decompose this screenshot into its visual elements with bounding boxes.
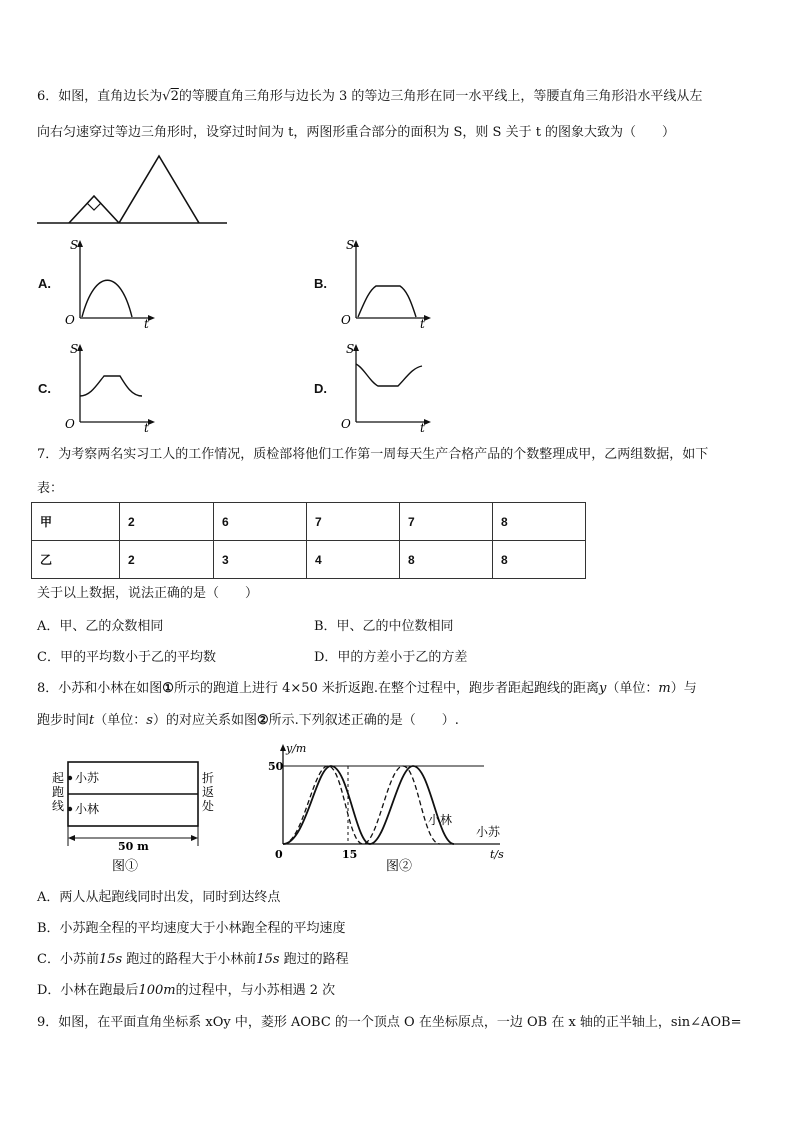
q8-text: ）与 (670, 681, 697, 696)
table-row (32, 541, 586, 579)
q6-option-d-label[interactable]: D. (314, 381, 327, 396)
table-cell: 8 (493, 541, 586, 579)
sqrt-radicand: 2 (170, 89, 179, 104)
q7-question: 关于以上数据，说法正确的是（ ） (37, 586, 259, 601)
math-15s: 15s (98, 952, 123, 967)
s-axis-label: S (346, 342, 355, 356)
q8-distance-time-graph (268, 740, 508, 876)
q7-choice-d[interactable]: D．甲的方差小于乙的方差 (314, 650, 468, 665)
q7-line-1: 7．为考察两名实习工人的工作情况，质检部将他们工作第一周每天生产合格产品的个数整理成甲，乙两组数据，如下 (37, 447, 709, 462)
t-axis-label: t (144, 317, 149, 328)
q6-line-1 (37, 88, 702, 106)
q6-triangles-figure (37, 152, 229, 228)
table-cell: 7 (400, 503, 493, 541)
q6-text-b: 的等腰直角三角形与边长为 3 的等边三角形在同一水平线上，等腰直角三角形沿水平线从左 (178, 89, 703, 104)
q8-line-1 (37, 680, 697, 698)
y-axis-label: y/m (286, 742, 307, 755)
q8-text: 8．小苏和小林在如图 (37, 681, 163, 696)
origin-label: O (65, 417, 75, 431)
table-cell: 甲 (32, 503, 120, 541)
origin-label: 0 (275, 848, 283, 861)
q8-line-2 (37, 712, 459, 730)
y-tick-50: 50 (268, 760, 284, 773)
origin-label: O (341, 417, 351, 431)
q7-choice-a[interactable]: A．甲、乙的众数相同 (37, 619, 164, 634)
table-row (32, 503, 586, 541)
table-cell: 4 (307, 541, 400, 579)
origin-label: O (341, 313, 351, 327)
x-axis-label: t/s (490, 848, 504, 861)
sqrt-symbol: √ (162, 89, 171, 104)
figure-1-caption: 图① (112, 859, 139, 874)
equilateral-triangle (119, 156, 199, 223)
q6-option-b-label[interactable]: B. (314, 276, 327, 291)
table-cell: 7 (307, 503, 400, 541)
unit-m: m (658, 681, 671, 696)
q8-text: 所示的跑道上进行 4×50 米折返跑.在整个过程中，跑步者距起跑线的距离 (173, 681, 600, 696)
q6-option-d-graph[interactable] (336, 342, 436, 432)
table-cell: 乙 (32, 541, 120, 579)
q8-text: （单位： (94, 713, 147, 728)
curve-su-label: 小苏 (476, 825, 501, 839)
q8-choice-c[interactable] (37, 951, 349, 969)
choice-text: C．小苏前 (37, 952, 99, 967)
q6-option-a-graph[interactable] (60, 238, 160, 328)
q7-choice-c[interactable]: C．甲的平均数小于乙的平均数 (37, 650, 216, 665)
t-axis-label: t (420, 317, 425, 328)
origin-label: O (65, 313, 75, 327)
start-line-label: 跑 (52, 785, 65, 799)
s-axis-label: S (70, 238, 79, 252)
runner-lin-label: 小林 (75, 802, 100, 816)
table-cell: 6 (214, 503, 307, 541)
start-line-label: 线 (52, 799, 65, 813)
choice-text: 的过程中，与小苏相遇 2 次 (175, 983, 336, 998)
choice-text: 跑过的路程 (279, 952, 349, 967)
q8-text: （单位： (606, 681, 659, 696)
curve-lin-label: 小林 (428, 813, 453, 827)
q8-text: 所示.下列叙述正确的是（ ）. (268, 713, 459, 728)
q8-track-figure (48, 752, 248, 876)
q8-choice-d[interactable] (37, 982, 335, 1000)
table-cell: 2 (120, 503, 214, 541)
var-t: t (89, 713, 95, 728)
track-length-label: 50 m (118, 840, 149, 853)
q6-option-a-label[interactable]: A. (38, 276, 51, 291)
math-15s: 15s (256, 952, 280, 967)
x-tick-15: 15 (342, 848, 358, 861)
q6-option-c-graph[interactable] (60, 342, 160, 432)
unit-s: s (146, 713, 153, 728)
table-cell: 2 (120, 541, 214, 579)
q8-text: 跑步时间 (37, 713, 90, 728)
q8-choice-b[interactable]: B．小苏跑全程的平均速度大于小林跑全程的平均速度 (37, 921, 346, 936)
turn-point-label: 返 (202, 785, 215, 799)
q7-choice-b[interactable]: B．甲、乙的中位数相同 (314, 619, 454, 634)
var-y: y (599, 681, 607, 696)
table-cell: 8 (493, 503, 586, 541)
q6-line-2: 向右匀速穿过等边三角形时，设穿过时间为 t，两图形重合部分的面积为 S，则 S 关于 t 的图象大致为（ ） (37, 125, 676, 140)
turn-point-label: 处 (202, 799, 215, 813)
choice-text: D．小林在跑最后 (37, 983, 139, 998)
q9-line-1: 9．如图，在平面直角坐标系 xOy 中，菱形 AOBC 的一个顶点 O 在坐标原点，一边 OB 在 x 轴的正半轴上，sin∠AOB= (37, 1015, 742, 1030)
table-cell: 3 (214, 541, 307, 579)
circled-one: ① (162, 681, 174, 696)
q7-line-2: 表： (37, 481, 64, 496)
start-line-label: 起 (52, 771, 65, 785)
circled-two: ② (256, 713, 269, 728)
figure-2-caption: 图② (386, 859, 413, 874)
runner-su-label: 小苏 (75, 771, 100, 785)
math-100m: 100m (138, 983, 176, 998)
table-cell: 8 (400, 541, 493, 579)
s-axis-label: S (346, 238, 355, 252)
q6-option-b-graph[interactable] (336, 238, 436, 328)
choice-text: 跑过的路程大于小林前 (122, 952, 257, 967)
q6-text-a: 6．如图，直角边长为 (37, 89, 163, 104)
q8-text: ）的对应关系如图 (152, 713, 257, 728)
q8-choice-a[interactable]: A．两人从起跑线同时出发，同时到达终点 (37, 890, 281, 905)
t-axis-label: t (144, 421, 149, 432)
t-axis-label: t (420, 421, 425, 432)
q7-data-table (31, 502, 586, 579)
turn-point-label: 折 (202, 771, 215, 785)
q6-option-c-label[interactable]: C. (38, 381, 51, 396)
right-angle-mark (87, 203, 101, 210)
s-axis-label: S (70, 342, 79, 356)
